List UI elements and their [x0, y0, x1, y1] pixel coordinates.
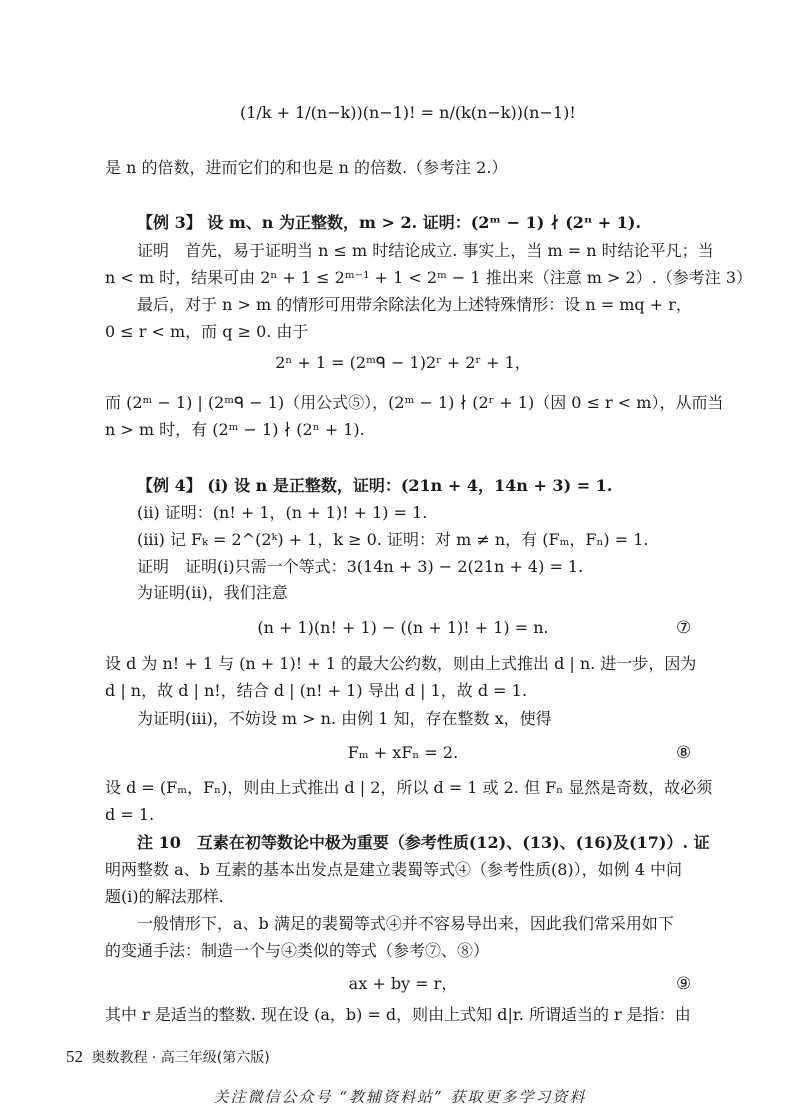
- text-line: 为证明(ii)，我们注意: [137, 583, 288, 602]
- top-formula: (1/k + 1/(n−k))(n−1)! = n/(k(n−k))(n−1)!: [240, 103, 576, 122]
- book-title: 奥数教程 · 高三年级(第六版): [91, 1050, 270, 1066]
- text-line: 设 d 为 n! + 1 与 (n + 1)! + 1 的最大公约数，则由上式推出 d | n. 进一步，因为: [105, 654, 697, 673]
- text-line: 0 ≤ r < m，而 q ≥ 0. 由于: [105, 322, 309, 341]
- equation-number: ⑧: [676, 743, 692, 763]
- text-line: 证明 首先，易于证明当 n ≤ m 时结论成立. 事实上，当 m = n 时结论平凡；当: [137, 241, 714, 260]
- text-line: 最后，对于 n > m 的情形可用带余除法化为上述特殊情形：设 n = mq + r，: [137, 295, 692, 314]
- display-equation-8: Fₘ + xFₙ = 2.: [347, 743, 459, 762]
- text-line: 其中 r 是适当的整数. 现在设 (a，b) = d，则由上式知 d|r. 所谓适当的 r 是指：由: [105, 1005, 691, 1024]
- text-line: 题(i)的解法那样.: [105, 887, 224, 906]
- text-line: 而 (2ᵐ − 1) | (2ᵐᑫ − 1)（用公式⑤），(2ᵐ − 1) ∤ (2ʳ + 1)（因 0 ≤ r < m），从而当: [105, 393, 724, 412]
- text-line: 为证明(iii)，不妨设 m > n. 由例 1 知，存在整数 x，使得: [137, 709, 552, 728]
- text-line: n > m 时，有 (2ᵐ − 1) ∤ (2ⁿ + 1).: [105, 420, 365, 439]
- page-number: 52: [66, 1047, 83, 1066]
- page-footer: [66, 1047, 270, 1067]
- text-line: 的变通手法：制造一个与④类似的等式（参考⑦、⑧）: [105, 941, 490, 960]
- text-line: n < m 时，结果可由 2ⁿ + 1 ≤ 2ᵐ⁻¹ + 1 < 2ᵐ − 1 推出来（注意 m > 2）.（参考注 3）: [105, 268, 753, 287]
- text-line: (iii) 记 Fₖ = 2^(2ᵏ) + 1，k ≥ 0. 证明：对 m ≠ n，有 (Fₘ，Fₙ) = 1.: [137, 530, 649, 549]
- display-equation-9: ax + by = r，: [348, 974, 458, 993]
- text-line: 一般情形下，a、b 满足的裴蜀等式④并不容易导出来，因此我们常采用如下: [137, 914, 674, 933]
- watermark-text: 关注微信公众号 “教辅资料站” 获取更多学习资料: [213, 1088, 587, 1106]
- note-10-heading: 注 10 互素在初等数论中极为重要（参考性质(12)、(13)、(16)及(17)）. 证: [137, 833, 710, 852]
- example-4-heading: 【例 4】 (i) 设 n 是正整数，证明：(21n + 4，14n + 3) = 1.: [137, 476, 613, 495]
- display-equation-7: (n + 1)(n! + 1) − ((n + 1)! + 1) = n.: [257, 618, 549, 637]
- equation-number: ⑦: [676, 618, 692, 638]
- example-3-heading: 【例 3】 设 m、n 为正整数，m > 2. 证明：(2ᵐ − 1) ∤ (2ⁿ + 1).: [137, 213, 642, 232]
- display-equation: 2ⁿ + 1 = (2ᵐᑫ − 1)2ʳ + 2ʳ + 1，: [275, 353, 531, 372]
- text-line: 是 n 的倍数，进而它们的和也是 n 的倍数.（参考注 2.）: [105, 158, 508, 177]
- text-line: 设 d = (Fₘ，Fₙ)，则由上式推出 d | 2，所以 d = 1 或 2. 但 Fₙ 显然是奇数，故必须: [105, 778, 713, 797]
- text-line: (ii) 证明：(n! + 1，(n + 1)! + 1) = 1.: [137, 503, 428, 522]
- text-line: 明两整数 a、b 互素的基本出发点是建立裴蜀等式④（参考性质(8)），如例 4 中问: [105, 860, 682, 879]
- text-line: d = 1.: [105, 805, 155, 824]
- equation-number: ⑨: [676, 974, 692, 994]
- text-line: 证明 证明(i)只需一个等式：3(14n + 3) − 2(21n + 4) = 1.: [137, 557, 584, 576]
- text-line: d | n，故 d | n!，结合 d | (n! + 1) 导出 d | 1，故 d = 1.: [105, 681, 527, 700]
